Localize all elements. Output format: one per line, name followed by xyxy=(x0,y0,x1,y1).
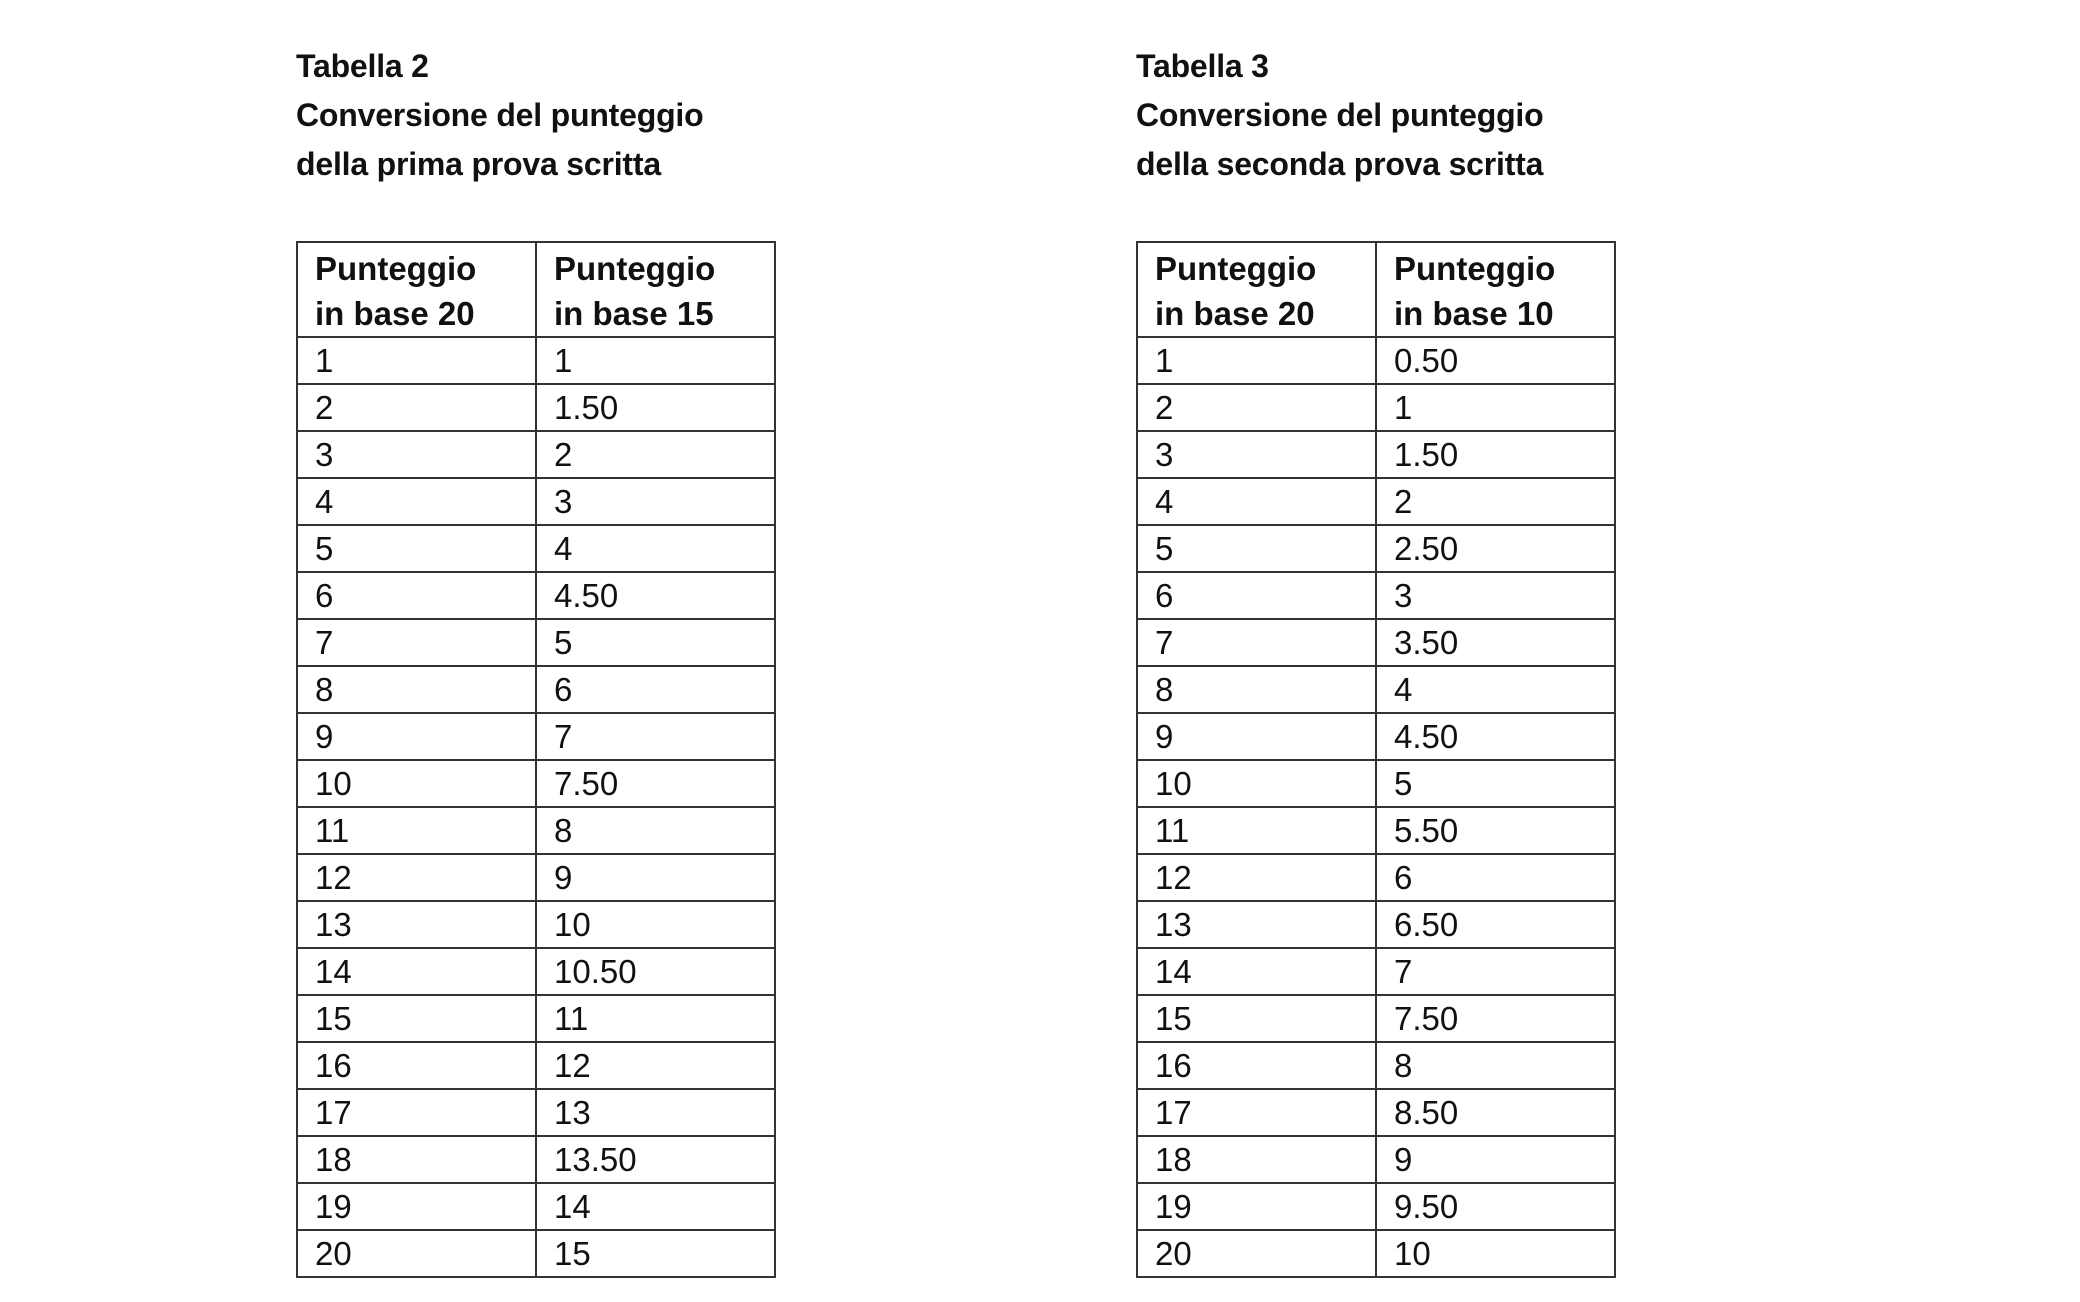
converted-score-cell: 8 xyxy=(1376,1042,1615,1089)
caption-title: Tabella 2 xyxy=(296,48,429,84)
table-row xyxy=(1137,713,1615,760)
converted-score-cell: 1 xyxy=(536,337,775,384)
converted-score-cell: 9.50 xyxy=(1376,1183,1615,1230)
converted-score-cell: 4 xyxy=(1376,666,1615,713)
table-row xyxy=(1137,901,1615,948)
converted-score-cell: 15 xyxy=(536,1230,775,1277)
converted-score-cell: 2.50 xyxy=(1376,525,1615,572)
converted-score-cell: 7 xyxy=(1376,948,1615,995)
converted-score-cell: 9 xyxy=(536,854,775,901)
table-row xyxy=(297,713,775,760)
score-base-20-cell: 17 xyxy=(297,1089,536,1136)
converted-score-cell: 3 xyxy=(1376,572,1615,619)
score-base-20-cell: 8 xyxy=(1137,666,1376,713)
score-base-20-cell: 13 xyxy=(1137,901,1376,948)
header-text: Punteggio xyxy=(1155,249,1317,287)
table-row xyxy=(1137,337,1615,384)
table-header-row xyxy=(1137,242,1615,337)
converted-score-cell: 6.50 xyxy=(1376,901,1615,948)
converted-score-cell: 1 xyxy=(1376,384,1615,431)
table-row xyxy=(1137,948,1615,995)
score-base-20-cell: 9 xyxy=(297,713,536,760)
score-base-20-cell: 16 xyxy=(1137,1042,1376,1089)
score-base-20-cell: 12 xyxy=(297,854,536,901)
table-row xyxy=(297,572,775,619)
header-text: in base 15 xyxy=(554,294,714,332)
score-base-20-cell: 16 xyxy=(297,1042,536,1089)
table-row xyxy=(1137,1089,1615,1136)
score-base-20-cell: 5 xyxy=(297,525,536,572)
table-row xyxy=(297,901,775,948)
caption-subtitle: Conversione del punteggio xyxy=(296,97,704,133)
caption-subtitle: Conversione del punteggio xyxy=(1136,97,1544,133)
header-cell-base-20 xyxy=(1137,242,1376,337)
header-text: Punteggio xyxy=(1394,249,1556,287)
header-text: in base 20 xyxy=(315,294,475,332)
table-row xyxy=(297,478,775,525)
caption-subtitle: della seconda prova scritta xyxy=(1136,146,1544,182)
score-base-20-cell: 3 xyxy=(1137,431,1376,478)
conversion-table-2 xyxy=(296,241,776,1278)
converted-score-cell: 4 xyxy=(536,525,775,572)
score-base-20-cell: 20 xyxy=(1137,1230,1376,1277)
score-base-20-cell: 7 xyxy=(1137,619,1376,666)
converted-score-cell: 3.50 xyxy=(1376,619,1615,666)
table-row xyxy=(1137,478,1615,525)
table-row xyxy=(297,807,775,854)
score-base-20-cell: 18 xyxy=(297,1136,536,1183)
table-row xyxy=(297,431,775,478)
score-base-20-cell: 5 xyxy=(1137,525,1376,572)
header-cell-base-15 xyxy=(536,242,775,337)
table-row xyxy=(297,1230,775,1277)
score-base-20-cell: 10 xyxy=(297,760,536,807)
converted-score-cell: 9 xyxy=(1376,1136,1615,1183)
converted-score-cell: 0.50 xyxy=(1376,337,1615,384)
table-row xyxy=(1137,760,1615,807)
table-row xyxy=(297,995,775,1042)
table-row xyxy=(297,1042,775,1089)
converted-score-cell: 7.50 xyxy=(536,760,775,807)
header-text: Punteggio xyxy=(315,249,477,287)
score-base-20-cell: 2 xyxy=(1137,384,1376,431)
score-base-20-cell: 19 xyxy=(1137,1183,1376,1230)
score-base-20-cell: 10 xyxy=(1137,760,1376,807)
score-base-20-cell: 4 xyxy=(297,478,536,525)
table-row xyxy=(1137,1183,1615,1230)
converted-score-cell: 3 xyxy=(536,478,775,525)
table-row xyxy=(297,1136,775,1183)
converted-score-cell: 2 xyxy=(536,431,775,478)
table-row xyxy=(1137,854,1615,901)
converted-score-cell: 8.50 xyxy=(1376,1089,1615,1136)
score-base-20-cell: 18 xyxy=(1137,1136,1376,1183)
converted-score-cell: 4.50 xyxy=(1376,713,1615,760)
converted-score-cell: 4.50 xyxy=(536,572,775,619)
table-row xyxy=(297,666,775,713)
score-base-20-cell: 13 xyxy=(297,901,536,948)
table-row xyxy=(297,384,775,431)
converted-score-cell: 6 xyxy=(1376,854,1615,901)
score-base-20-cell: 1 xyxy=(1137,337,1376,384)
table-row xyxy=(297,337,775,384)
header-cell-base-10 xyxy=(1376,242,1615,337)
table-row xyxy=(1137,431,1615,478)
table-2-block xyxy=(296,42,776,1278)
table-2-caption xyxy=(296,42,776,189)
header-text: in base 20 xyxy=(1155,294,1315,332)
score-base-20-cell: 17 xyxy=(1137,1089,1376,1136)
score-base-20-cell: 12 xyxy=(1137,854,1376,901)
table-row xyxy=(297,525,775,572)
score-base-20-cell: 2 xyxy=(297,384,536,431)
header-cell-base-20 xyxy=(297,242,536,337)
score-base-20-cell: 20 xyxy=(297,1230,536,1277)
table-3-caption xyxy=(1136,42,1616,189)
converted-score-cell: 10 xyxy=(1376,1230,1615,1277)
caption-title: Tabella 3 xyxy=(1136,48,1269,84)
table-row xyxy=(1137,1042,1615,1089)
table-header-row xyxy=(297,242,775,337)
converted-score-cell: 11 xyxy=(536,995,775,1042)
converted-score-cell: 14 xyxy=(536,1183,775,1230)
converted-score-cell: 2 xyxy=(1376,478,1615,525)
score-base-20-cell: 11 xyxy=(1137,807,1376,854)
score-base-20-cell: 3 xyxy=(297,431,536,478)
table-body xyxy=(1137,337,1615,1277)
table-row xyxy=(1137,525,1615,572)
table-body xyxy=(297,337,775,1277)
table-row xyxy=(1137,572,1615,619)
converted-score-cell: 10 xyxy=(536,901,775,948)
table-row xyxy=(297,1183,775,1230)
converted-score-cell: 13 xyxy=(536,1089,775,1136)
table-row xyxy=(1137,384,1615,431)
score-base-20-cell: 7 xyxy=(297,619,536,666)
table-row xyxy=(297,760,775,807)
converted-score-cell: 7 xyxy=(536,713,775,760)
score-base-20-cell: 11 xyxy=(297,807,536,854)
table-row xyxy=(297,619,775,666)
header-text: Punteggio xyxy=(554,249,716,287)
header-text: in base 10 xyxy=(1394,294,1554,332)
table-row xyxy=(1137,1230,1615,1277)
score-base-20-cell: 15 xyxy=(297,995,536,1042)
table-row xyxy=(297,948,775,995)
score-base-20-cell: 1 xyxy=(297,337,536,384)
score-base-20-cell: 15 xyxy=(1137,995,1376,1042)
table-row xyxy=(297,854,775,901)
table-row xyxy=(1137,995,1615,1042)
caption-subtitle: della prima prova scritta xyxy=(296,146,661,182)
converted-score-cell: 10.50 xyxy=(536,948,775,995)
converted-score-cell: 1.50 xyxy=(536,384,775,431)
conversion-table-3 xyxy=(1136,241,1616,1278)
score-base-20-cell: 4 xyxy=(1137,478,1376,525)
table-row xyxy=(297,1089,775,1136)
score-base-20-cell: 14 xyxy=(1137,948,1376,995)
converted-score-cell: 13.50 xyxy=(536,1136,775,1183)
table-3-block xyxy=(1136,42,1616,1278)
score-base-20-cell: 19 xyxy=(297,1183,536,1230)
score-base-20-cell: 6 xyxy=(297,572,536,619)
score-base-20-cell: 6 xyxy=(1137,572,1376,619)
table-row xyxy=(1137,1136,1615,1183)
table-row xyxy=(1137,666,1615,713)
converted-score-cell: 1.50 xyxy=(1376,431,1615,478)
table-row xyxy=(1137,619,1615,666)
converted-score-cell: 5 xyxy=(1376,760,1615,807)
score-base-20-cell: 14 xyxy=(297,948,536,995)
converted-score-cell: 7.50 xyxy=(1376,995,1615,1042)
converted-score-cell: 12 xyxy=(536,1042,775,1089)
score-base-20-cell: 8 xyxy=(297,666,536,713)
table-row xyxy=(1137,807,1615,854)
converted-score-cell: 5 xyxy=(536,619,775,666)
converted-score-cell: 6 xyxy=(536,666,775,713)
converted-score-cell: 8 xyxy=(536,807,775,854)
score-base-20-cell: 9 xyxy=(1137,713,1376,760)
converted-score-cell: 5.50 xyxy=(1376,807,1615,854)
